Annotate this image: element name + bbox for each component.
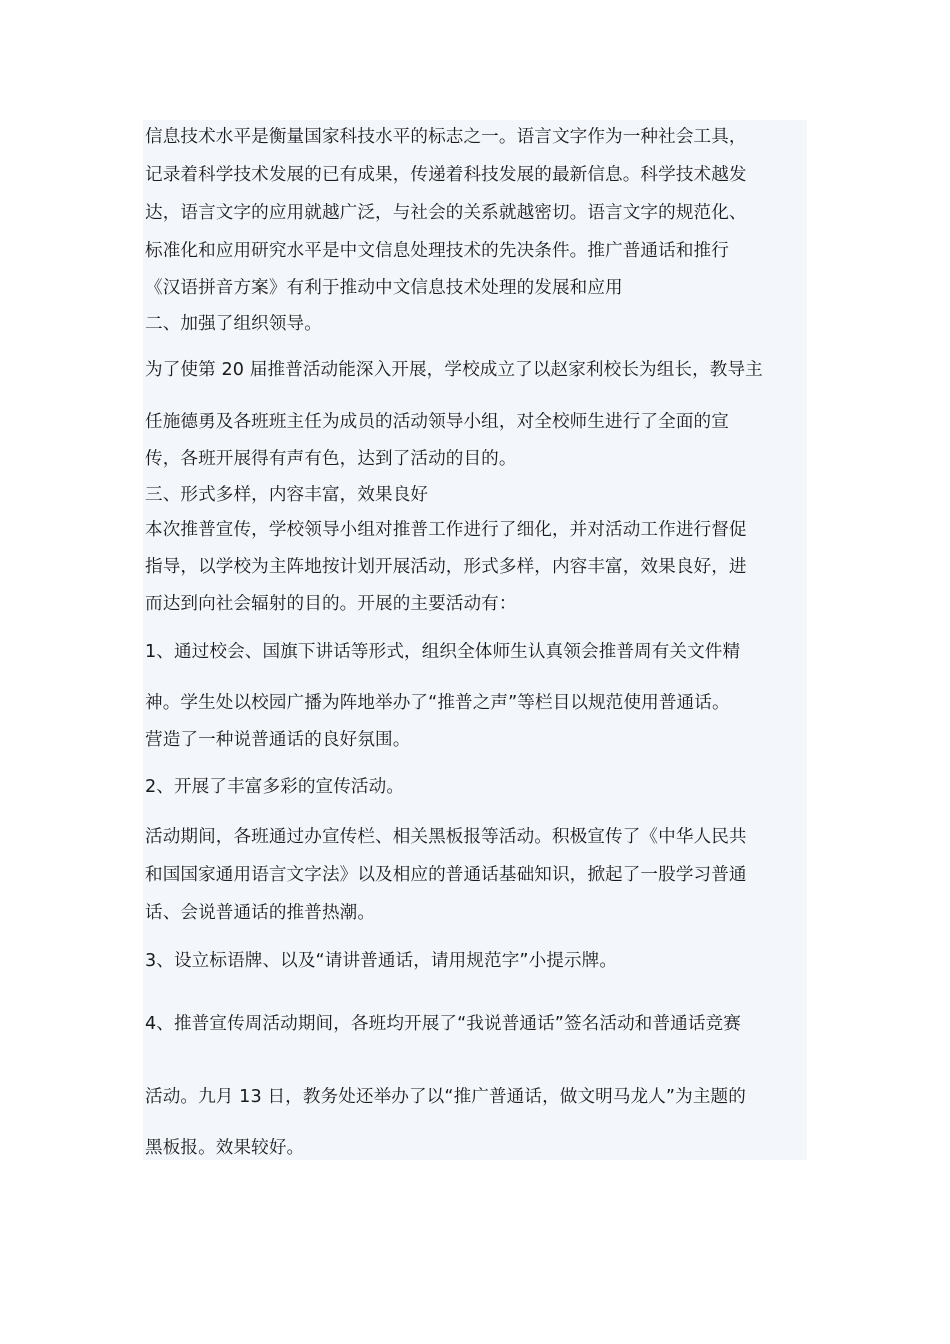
text-background bbox=[143, 120, 807, 1160]
list-item: 1、通过校会、国旗下讲话等形式，组织全体师生认真领会推普周有关文件精 bbox=[145, 642, 741, 662]
text-line: 黑板报。效果较好。 bbox=[145, 1138, 305, 1158]
text-line: 达，语言文字的应用就越广泛，与社会的关系就越密切。语言文字的规范化、 bbox=[145, 203, 747, 223]
text-line: 和国国家通用语言文字法》以及相应的普通话基础知识，掀起了一股学习普通 bbox=[145, 865, 747, 885]
text-line: 活动。九月 13 日，教务处还举办了以“推广普通话，做文明马龙人”为主题的 bbox=[145, 1087, 746, 1107]
list-item: 4、推普宣传周活动期间，各班均开展了“我说普通话”签名活动和普通话竞赛 bbox=[145, 1014, 741, 1034]
text-line: 话、会说普通话的推普热潮。 bbox=[145, 903, 376, 923]
text-line: 记录着科学技术发展的已有成果，传递着科技发展的最新信息。科学技术越发 bbox=[145, 165, 747, 185]
text-line: 活动期间，各班通过办宣传栏、相关黑板报等活动。积极宣传了《中华人民共 bbox=[145, 827, 747, 847]
text-line: 任施德勇及各班班主任为成员的活动领导小组，对全校师生进行了全面的宣 bbox=[145, 412, 729, 432]
text-line: 《汉语拼音方案》有利于推动中文信息技术处理的发展和应用 bbox=[145, 278, 623, 298]
text-line: 标准化和应用研究水平是中文信息处理技术的先决条件。推广普通话和推行 bbox=[145, 241, 729, 261]
text-line: 指导，以学校为主阵地按计划开展活动，形式多样，内容丰富，效果良好，进 bbox=[145, 557, 747, 577]
text-line: 信息技术水平是衡量国家科技水平的标志之一。语言文字作为一种社会工具， bbox=[145, 127, 747, 147]
section-heading: 三、形式多样，内容丰富，效果良好 bbox=[145, 485, 429, 505]
text-line: 传，各班开展得有声有色，达到了活动的目的。 bbox=[145, 449, 517, 469]
text-line: 神。学生处以校园广播为阵地举办了“推普之声”等栏目以规范使用普通话。 bbox=[145, 693, 730, 713]
section-heading: 二、加强了组织领导。 bbox=[145, 314, 322, 334]
list-item: 2、开展了丰富多彩的宣传活动。 bbox=[145, 777, 405, 797]
text-line: 本次推普宣传，学校领导小组对推普工作进行了细化，并对活动工作进行督促 bbox=[145, 520, 747, 540]
list-item: 3、设立标语牌、以及“请讲普通话，请用规范字”小提示牌。 bbox=[145, 951, 618, 971]
text-line: 营造了一种说普通话的良好氛围。 bbox=[145, 730, 411, 750]
text-line: 为了使第 20 届推普活动能深入开展，学校成立了以赵家利校长为组长，教导主 bbox=[145, 360, 763, 380]
text-line: 而达到向社会辐射的目的。开展的主要活动有： bbox=[145, 594, 517, 614]
